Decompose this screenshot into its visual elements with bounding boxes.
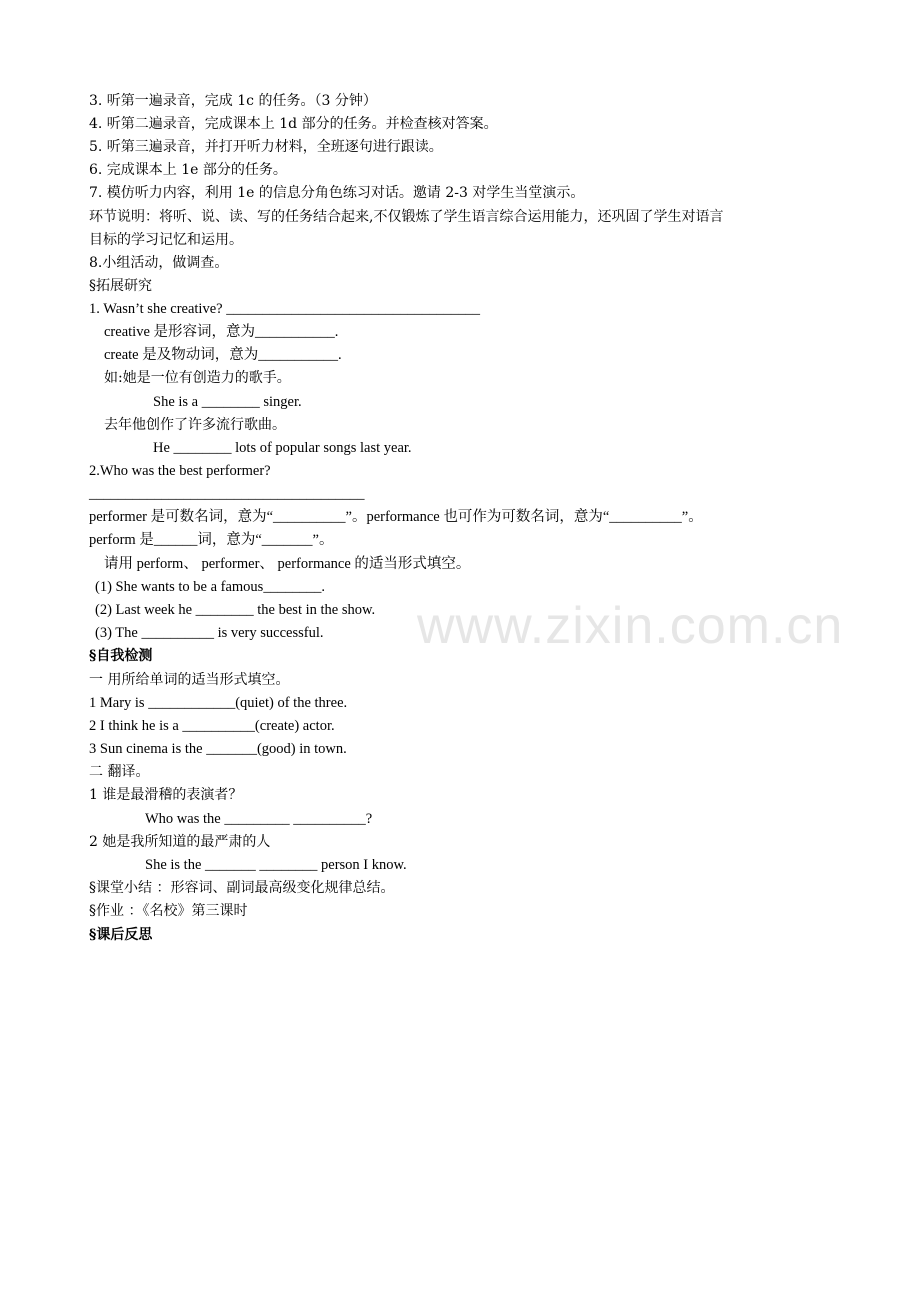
step-7: 7. 模仿听力内容，利用 1e 的信息分角色练习对话。邀请 2-3 对学生当堂演示。 [89,185,585,201]
step-5: 5. 听第三遍录音，并打开听力材料，全班逐句进行跟读。 [89,139,443,155]
fill-item-1: (1) She wants to be a famous________. [95,579,325,595]
fill-item-2: (2) Last week he ________ the best in the show. [95,602,376,618]
example-2-en: He ________ lots of popular songs last year. [153,440,412,456]
part-1-item-2: 2 I think he is a __________(create) actor. [89,718,335,734]
section-homework: §作业 ：《名校》第三课时 [89,903,248,919]
creative-note: creative 是形容词，意为___________. [104,324,339,340]
part-1-item-1: 1 Mary is ____________(quiet) of the three. [89,695,348,711]
step-4: 4. 听第二遍录音，完成课本上 1d 部分的任务。并检查核对答案。 [89,116,498,132]
explanation-line-1: 环节说明：将听、说、读、写的任务结合起来,不仅锻炼了学生语言综合运用能力，还巩固了学生对语言 [89,209,724,225]
example-1-cn: 如:她是一位有创造力的歌手。 [104,370,291,386]
performer-note: performer 是可数名词，意为“__________”。performance 也可作为可数名词，意为“__________”。 [89,509,703,525]
example-2-cn: 去年他创作了许多流行歌曲。 [104,417,286,433]
section-extension: §拓展研究 [89,278,152,294]
section-reflection: §课后反思 [89,927,153,943]
question-2: 2.Who was the best performer? [89,463,271,479]
translate-item-1-en: Who was the _________ __________? [145,811,373,827]
translate-item-2-en: She is the _______ ________ person I know. [145,857,407,873]
section-summary: §课堂小结 ：形容词、副词最高级变化规律总结。 [89,880,395,896]
explanation-line-2: 目标的学习记忆和运用。 [89,232,243,248]
step-8: 8.小组活动，做调查。 [89,255,229,271]
step-3: 3. 听第一遍录音，完成 1c 的任务。（3 分钟） [89,93,377,109]
example-1-en: She is a ________ singer. [153,394,302,410]
question-1: 1. Wasn’t she creative? ___________________________________ [89,301,480,317]
fill-item-3: (3) The __________ is very successful. [95,625,324,641]
question-2-answer-blank: ______________________________________ [89,486,365,502]
section-self-check: §自我检测 [89,648,153,664]
part-1-heading: 一 用所给单词的适当形式填空。 [89,672,290,688]
step-6: 6. 完成课本上 1e 部分的任务。 [89,162,287,178]
translate-item-1-cn: 1 谁是最滑稽的表演者？ [89,787,243,803]
perform-note: perform 是______词，意为“_______”。 [89,532,334,548]
fill-instruction: 请用 perform、 performer、 performance 的适当形式填空。 [104,556,471,572]
create-note: create 是及物动词，意为___________. [104,347,342,363]
watermark: www.zixin.com.cn [417,597,844,655]
part-1-item-3: 3 Sun cinema is the _______(good) in town. [89,741,347,757]
translate-item-2-cn: 2 她是我所知道的最严肃的人 [89,834,271,850]
part-2-heading: 二 翻译。 [89,764,150,780]
